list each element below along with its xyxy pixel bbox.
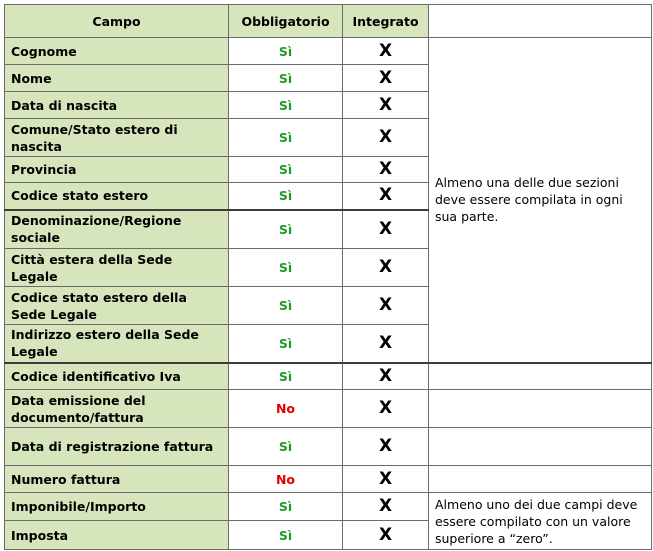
field-name: Città estera della Sede Legale [5, 249, 229, 287]
mandatory-value: Sì [229, 521, 343, 550]
field-name: Cognome [5, 38, 229, 65]
field-name: Imposta [5, 521, 229, 550]
x-mark-icon: X [378, 436, 393, 456]
integrated-cell [343, 287, 429, 325]
note-sections: Almeno una delle due sezioni deve essere compilata in ogni sua parte. [429, 38, 652, 363]
field-name: Data emissione del documento/fattura [5, 390, 229, 428]
field-name: Imponibile/Importo [5, 493, 229, 521]
integrated-cell [343, 390, 429, 428]
field-name: Codice stato estero [5, 183, 229, 210]
x-mark-icon: X [378, 218, 393, 239]
header-row [5, 5, 652, 38]
mandatory-value: Sì [229, 210, 343, 249]
x-mark-icon: X [378, 185, 393, 206]
mandatory-value: Sì [229, 92, 343, 119]
note-empty [429, 390, 652, 428]
table-row [5, 390, 652, 428]
header-field: Campo [5, 5, 229, 38]
mandatory-value: Sì [229, 183, 343, 210]
field-name: Indirizzo estero della Sede Legale [5, 325, 229, 363]
integrated-cell [343, 325, 429, 363]
mandatory-value: Sì [229, 428, 343, 466]
integrated-cell [343, 249, 429, 287]
field-name: Data di nascita [5, 92, 229, 119]
mandatory-value: No [229, 466, 343, 493]
header-integrated: Integrato [343, 5, 429, 38]
x-mark-icon: X [378, 40, 393, 61]
integrated-cell [343, 493, 429, 521]
integrated-cell [343, 119, 429, 157]
mandatory-value: Sì [229, 157, 343, 183]
x-mark-icon: X [378, 295, 393, 315]
table-row [5, 363, 652, 390]
field-name: Denominazione/Regione sociale [5, 210, 229, 249]
field-name: Provincia [5, 157, 229, 183]
field-name: Codice identificativo Iva [5, 363, 229, 390]
integrated-cell [343, 521, 429, 550]
table-row [5, 428, 652, 466]
mandatory-value: No [229, 390, 343, 428]
x-mark-icon: X [378, 332, 393, 353]
fields-table [4, 4, 652, 550]
field-name: Data di registrazione fattura [5, 428, 229, 466]
mandatory-value: Sì [229, 38, 343, 65]
mandatory-value: Sì [229, 363, 343, 390]
note-empty [429, 428, 652, 466]
field-name: Comune/Stato estero di nascita [5, 119, 229, 157]
x-mark-icon: X [378, 524, 393, 545]
mandatory-value: Sì [229, 65, 343, 92]
field-name: Nome [5, 65, 229, 92]
x-mark-icon: X [378, 365, 393, 386]
mandatory-value: Sì [229, 287, 343, 325]
integrated-cell [343, 363, 429, 390]
x-mark-icon: X [378, 159, 393, 179]
x-mark-icon: X [378, 257, 393, 277]
integrated-cell [343, 157, 429, 183]
integrated-cell [343, 38, 429, 65]
x-mark-icon: X [378, 67, 393, 88]
mandatory-value: Sì [229, 493, 343, 521]
integrated-cell [343, 65, 429, 92]
x-mark-icon: X [378, 468, 393, 489]
integrated-cell [343, 92, 429, 119]
table-row [5, 466, 652, 493]
x-mark-icon: X [378, 398, 393, 418]
mandatory-value: Sì [229, 325, 343, 363]
integrated-cell [343, 428, 429, 466]
x-mark-icon: X [378, 496, 393, 516]
note-empty [429, 363, 652, 390]
table-row [5, 493, 652, 521]
field-name: Codice stato estero della Sede Legale [5, 287, 229, 325]
note-amounts: Almeno uno dei due campi deve essere compilato con un valore superiore a “zero”. [429, 493, 652, 550]
integrated-cell [343, 210, 429, 249]
integrated-cell [343, 466, 429, 493]
x-mark-icon: X [378, 127, 393, 147]
field-name: Numero fattura [5, 466, 229, 493]
table-row [5, 38, 652, 65]
x-mark-icon: X [378, 94, 393, 115]
header-mandatory: Obbligatorio [229, 5, 343, 38]
header-notes-blank [429, 5, 652, 38]
integrated-cell [343, 183, 429, 210]
mandatory-value: Sì [229, 249, 343, 287]
note-empty [429, 466, 652, 493]
mandatory-value: Sì [229, 119, 343, 157]
